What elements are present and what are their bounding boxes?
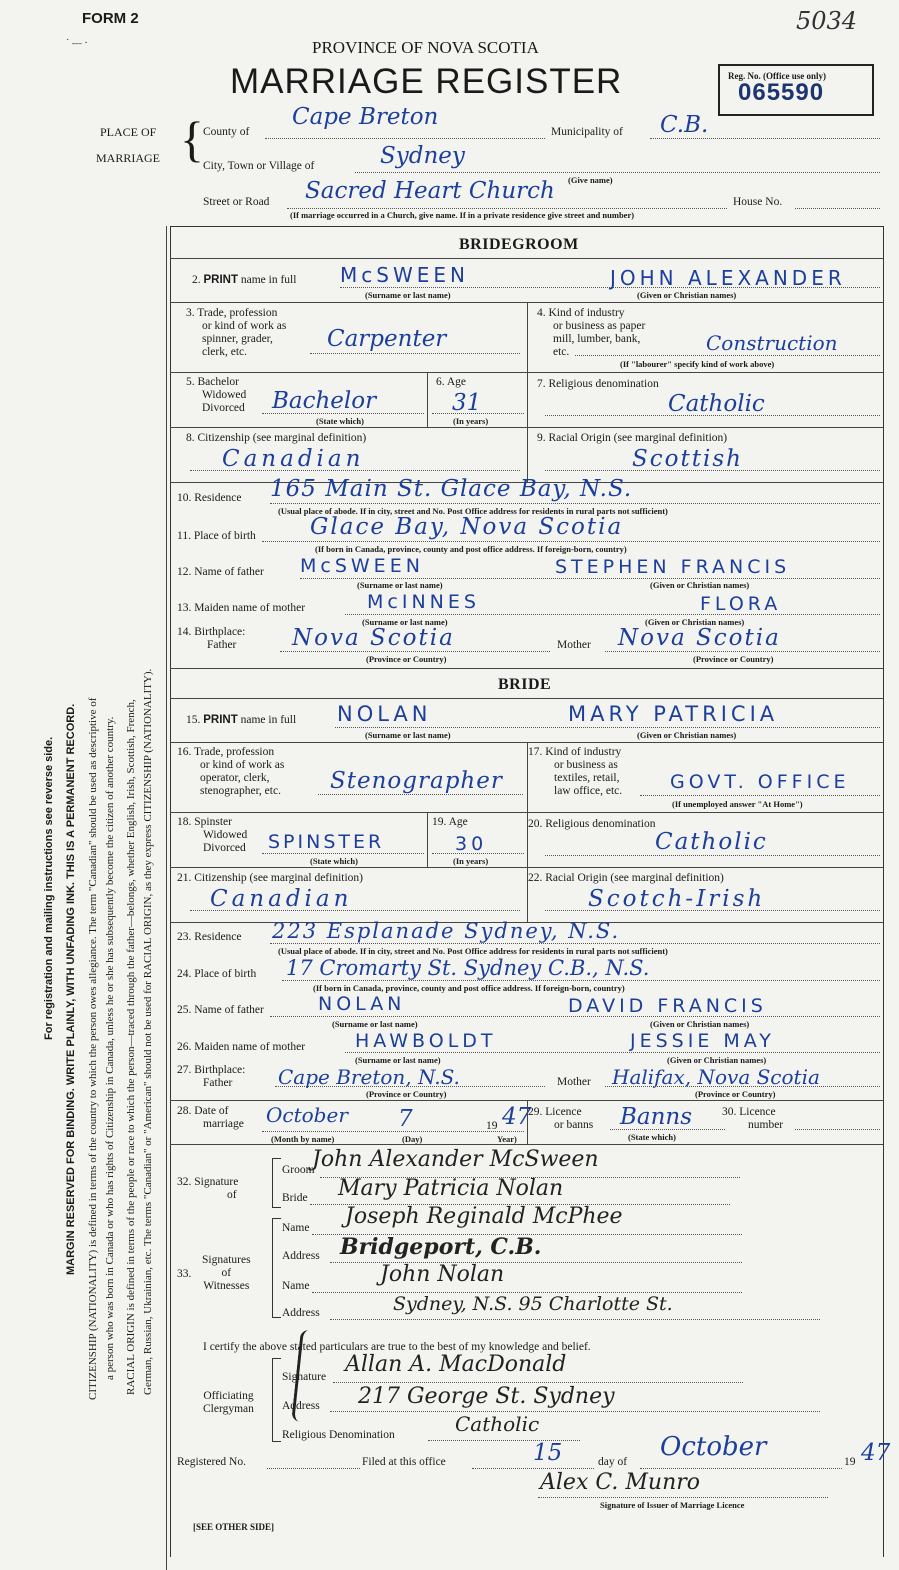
bride-birthplace-note: (If born in Canada, province, county and post office address. If foreign-born, country) xyxy=(313,983,625,993)
groom-mother-given: FLORA xyxy=(700,593,782,615)
q24-label: 24. Place of birth xyxy=(177,968,257,980)
q5-label: 5. Bachelor Widowed Divorced xyxy=(186,376,247,414)
reg-number: 065590 xyxy=(738,79,825,106)
municipality-value: C.B. xyxy=(660,112,709,138)
q16-label: 16. Trade, profession or kind of work as operator, clerk, stenographer, etc. xyxy=(177,746,285,797)
groom-mother-birthplace: Nova Scotia xyxy=(618,625,781,651)
groom-mother-surname: McINNES xyxy=(367,591,480,613)
place-brace: { xyxy=(180,111,204,167)
street-note: (If marriage occurred in a Church, give name. If in a private residence give street and number) xyxy=(290,210,635,220)
certify-statement: I certify the above stated particulars are true to the best of my knowledge and belief. xyxy=(203,1341,591,1353)
bride-father-given: DAVID FRANCIS xyxy=(568,995,767,1017)
margin-line-1: For registration and mailing instructions see reverse side. xyxy=(43,736,55,1040)
filed-day: 15 xyxy=(533,1440,563,1466)
bride-industry: GOVT. OFFICE xyxy=(670,771,850,793)
q33-label: 33. xyxy=(177,1268,192,1280)
bride-heading: BRIDE xyxy=(498,676,552,693)
city-label: City, Town or Village of xyxy=(203,160,315,172)
give-name-caption: (Give name) xyxy=(568,175,613,185)
bride-given: MARY PATRICIA xyxy=(568,702,779,726)
groom-father-given: STEPHEN FRANCIS xyxy=(555,556,791,578)
marriage-year-prefix: 19 xyxy=(486,1120,498,1132)
witness2-address: Sydney, N.S. 95 Charlotte St. xyxy=(393,1293,673,1315)
groom-citizenship: Canadian xyxy=(222,446,365,472)
groom-trade: Carpenter xyxy=(327,326,447,352)
filed-month: October xyxy=(660,1432,767,1462)
bride-mother-bp-label: Mother xyxy=(557,1076,591,1088)
bride-father-bp-caption: (Province or Country) xyxy=(366,1089,447,1099)
groom-status-caption: (State which) xyxy=(316,416,364,426)
reg-number-caption: Reg. No. (Office use only) xyxy=(728,71,826,81)
bride-signature: Mary Patricia Nolan xyxy=(338,1176,564,1201)
q30-label: 30. Licence number xyxy=(722,1106,784,1131)
groom-industry: Construction xyxy=(706,331,838,355)
bride-sig-label: Bride xyxy=(282,1192,308,1204)
q25-label: 25. Name of father xyxy=(177,1004,264,1016)
register-title: MARRIAGE REGISTER xyxy=(230,62,623,101)
bride-father-birthplace: Cape Breton, N.S. xyxy=(278,1065,460,1089)
groom-age-caption: (In years) xyxy=(453,416,489,426)
q32-label: 32. Signature of xyxy=(177,1176,239,1201)
groom-father-bp-caption: (Province or Country) xyxy=(366,654,447,664)
groom-given: JOHN ALEXANDER xyxy=(610,266,846,290)
q14-label: 14. Birthplace: Father xyxy=(177,626,246,651)
see-other-side: [SEE OTHER SIDE] xyxy=(193,1522,275,1532)
filed-year-suffix: 47 xyxy=(861,1440,891,1466)
house-label: House No. xyxy=(733,196,783,208)
bride-father-surname-caption: (Surname or last name) xyxy=(332,1019,418,1029)
q26-label: 26. Maiden name of mother xyxy=(177,1041,306,1053)
groom-status: Bachelor xyxy=(272,388,377,414)
q20-label: 20. Religious denomination xyxy=(528,818,656,830)
street-value: Sacred Heart Church xyxy=(305,178,555,204)
clergy-bracket xyxy=(272,1358,281,1442)
margin-line-2: MARGIN RESERVED FOR BINDING. WRITE PLAINLY, WITH UNFADING INK. THIS IS A PERMANENT RECORD. xyxy=(65,703,77,1275)
municipality-label: Municipality of xyxy=(551,126,623,138)
signature-bracket-2 xyxy=(272,1218,281,1318)
q7-label: 7. Religious denomination xyxy=(537,378,659,390)
q19-label: 19. Age xyxy=(432,816,468,828)
clergy-denom-label: Religious Denomination xyxy=(282,1429,395,1441)
q29-label: 29. Licence or banns xyxy=(528,1106,594,1131)
margin-line-6: German, Russian, Ukrainian, etc. The terms "Canadian" or "American" should not be used for RACIAL ORIGIN, as they express CITIZENSHIP (NATIONALITY). xyxy=(142,668,154,1395)
groom-birthplace-note: (If born in Canada, province, county and post office address. If foreign-born, country) xyxy=(315,544,627,554)
clergy-address-label: Address xyxy=(282,1400,320,1412)
w1-name-label: Name xyxy=(282,1222,310,1234)
margin-line-3: CITIZENSHIP (NATIONALITY) is defined in terms of the country to which the person owes allegiance. The term "Canadian" should be used as descriptive of xyxy=(87,697,99,1400)
reg-number-box xyxy=(718,64,874,116)
form-dash-mark: ˙ ˗˗˗ · xyxy=(66,38,88,49)
groom-signature: John Alexander McSween xyxy=(312,1147,599,1172)
clergy-sig-label: Signature xyxy=(282,1371,327,1383)
marriage-label: MARRIAGE xyxy=(96,151,161,165)
groom-father-surname: McSWEEN xyxy=(300,555,424,577)
clergy-signature: Allan A. MacDonald xyxy=(345,1352,567,1377)
q27-label: 27. Birthplace: Father xyxy=(177,1064,246,1089)
marriage-month-caption: (Month by name) xyxy=(271,1134,335,1144)
officiating-label: Officiating Clergyman xyxy=(203,1390,254,1415)
bride-mother-given-caption: (Given or Christian names) xyxy=(667,1055,767,1065)
bride-surname-caption: (Surname or last name) xyxy=(365,730,451,740)
form-label: FORM 2 xyxy=(82,10,139,27)
bride-industry-note: (If unemployed answer "At Home") xyxy=(672,799,803,809)
margin-line-5: RACIAL ORIGIN is defined in terms of the people or race to which the person—traced through the father—belongs, whether English, Irish, Scottish, French, xyxy=(125,699,137,1395)
bride-birthplace: 17 Cromarty St. Sydney C.B., N.S. xyxy=(286,956,650,980)
filed-year-prefix: 19 xyxy=(844,1456,856,1468)
bride-mother-given: JESSIE MAY xyxy=(630,1030,775,1052)
bride-given-caption: (Given or Christian names) xyxy=(637,730,737,740)
bridegroom-heading: BRIDEGROOM xyxy=(459,236,579,253)
q15-label: 15. PRINT name in full xyxy=(186,714,297,726)
groom-father-birthplace: Nova Scotia xyxy=(292,625,455,651)
witness1-name: Joseph Reginald McPhee xyxy=(345,1204,623,1229)
bride-status-caption: (State which) xyxy=(310,856,358,866)
q4-label: 4. Kind of industry or business as paper mill, lumber, bank, etc. xyxy=(537,307,646,358)
groom-sig-label: Groom xyxy=(282,1164,315,1176)
q8-label: 8. Citizenship (see marginal definition) xyxy=(186,432,367,444)
q3-label: 3. Trade, profession or kind of work as spinner, grader, clerk, etc. xyxy=(186,307,287,358)
marriage-month: October xyxy=(266,1103,348,1127)
groom-industry-note: (If "labourer" specify kind of work above) xyxy=(620,359,775,369)
filed-label: Filed at this office xyxy=(362,1456,446,1468)
q2-label: 2. PRINT name in full xyxy=(192,274,297,286)
day-of-label: day of xyxy=(598,1456,628,1468)
place-of-label: PLACE OF xyxy=(100,125,157,139)
issuer-caption: Signature of Issuer of Marriage Licence xyxy=(600,1500,745,1510)
bride-mother-surname: HAWBOLDT xyxy=(355,1030,497,1052)
bride-father-surname: NOLAN xyxy=(318,993,406,1015)
province-title: PROVINCE OF NOVA SCOTIA xyxy=(312,38,539,57)
witness-group-label: Signatures of Witnesses xyxy=(202,1254,251,1292)
groom-father-given-caption: (Given or Christian names) xyxy=(650,580,750,590)
marriage-day: 7 xyxy=(398,1106,413,1132)
bride-racial: Scotch-Irish xyxy=(588,886,766,912)
bride-age: 30 xyxy=(455,833,488,855)
q13-label: 13. Maiden name of mother xyxy=(177,602,306,614)
q18-label: 18. Spinster Widowed Divorced xyxy=(177,816,248,854)
street-label: Street or Road xyxy=(203,196,270,208)
q9-label: 9. Racial Origin (see marginal definition) xyxy=(537,432,728,444)
bride-mother-surname-caption: (Surname or last name) xyxy=(355,1055,441,1065)
w1-address-label: Address xyxy=(282,1250,320,1262)
licence-caption: (State which) xyxy=(628,1132,676,1142)
bride-status: SPINSTER xyxy=(268,831,385,853)
licence-or-banns: Banns xyxy=(620,1104,693,1130)
q23-label: 23. Residence xyxy=(177,931,242,943)
clergy-address: 217 George St. Sydney xyxy=(358,1384,615,1409)
witness2-name: John Nolan xyxy=(380,1262,505,1287)
q11-label: 11. Place of birth xyxy=(177,530,256,542)
bride-residence: 223 Esplanade Sydney, N.S. xyxy=(272,919,621,943)
registered-label: Registered No. xyxy=(177,1456,246,1468)
marriage-day-caption: (Day) xyxy=(402,1134,423,1144)
groom-residence-note: (Usual place of abode. If in city, street and No. Post Office address for residents in rural parts not sufficient) xyxy=(278,506,668,516)
q6-label: 6. Age xyxy=(436,376,467,388)
groom-mother-given-caption: (Given or Christian names) xyxy=(645,617,745,627)
q22-label: 22. Racial Origin (see marginal definition) xyxy=(528,872,724,884)
bride-age-caption: (In years) xyxy=(453,856,489,866)
bride-surname: NOLAN xyxy=(337,702,432,726)
bride-mother-birthplace: Halifax, Nova Scotia xyxy=(612,1065,820,1089)
groom-mother-bp-caption: (Province or Country) xyxy=(693,654,774,664)
q21-label: 21. Citizenship (see marginal definition) xyxy=(177,872,363,884)
county-label: County of xyxy=(203,126,250,138)
bride-religion: Catholic xyxy=(655,829,768,855)
groom-surname: McSWEEN xyxy=(340,263,469,287)
margin-line-4: a person who was born in Canada or who has rights of Citizenship in Canada, unless he or she has subsequently become the citizen of another country. xyxy=(104,716,116,1380)
bride-trade: Stenographer xyxy=(330,768,503,794)
bride-father-given-caption: (Given or Christian names) xyxy=(650,1019,750,1029)
w2-address-label: Address xyxy=(282,1307,320,1319)
marriage-year-suffix: 47 xyxy=(502,1104,532,1130)
city-value: Sydney xyxy=(380,143,465,169)
bride-citizenship: Canadian xyxy=(210,886,353,912)
bride-mother-bp-caption: (Province or Country) xyxy=(695,1089,776,1099)
w2-name-label: Name xyxy=(282,1280,310,1292)
groom-mother-surname-caption: (Surname or last name) xyxy=(362,617,448,627)
groom-birthplace: Glace Bay, Nova Scotia xyxy=(310,514,624,540)
county-value: Cape Breton xyxy=(292,104,439,130)
signature-bracket-1 xyxy=(272,1158,281,1208)
issuer-signature: Alex C. Munro xyxy=(540,1470,701,1495)
groom-residence: 165 Main St. Glace Bay, N.S. xyxy=(270,476,633,502)
groom-racial: Scottish xyxy=(632,446,743,472)
bride-residence-note: (Usual place of abode. If in city, street and No. Post Office address for residents in rural parts not sufficient) xyxy=(278,946,668,956)
groom-given-caption: (Given or Christian names) xyxy=(637,290,737,300)
corner-number: 5034 xyxy=(796,7,858,35)
groom-religion: Catholic xyxy=(668,391,765,417)
groom-father-surname-caption: (Surname or last name) xyxy=(357,580,443,590)
q12-label: 12. Name of father xyxy=(177,566,264,578)
groom-mother-bp-label: Mother xyxy=(557,639,591,651)
groom-surname-caption: (Surname or last name) xyxy=(365,290,451,300)
groom-age: 31 xyxy=(452,390,482,416)
q28-label: 28. Date of marriage xyxy=(177,1105,244,1130)
q10-label: 10. Residence xyxy=(177,492,242,504)
marriage-year-caption: Year) xyxy=(497,1134,517,1144)
clergy-denomination: Catholic xyxy=(455,1412,540,1436)
q17-label: 17. Kind of industry or business as textiles, retail, law office, etc. xyxy=(528,746,623,797)
witness1-address: Bridgeport, C.B. xyxy=(340,1234,542,1260)
